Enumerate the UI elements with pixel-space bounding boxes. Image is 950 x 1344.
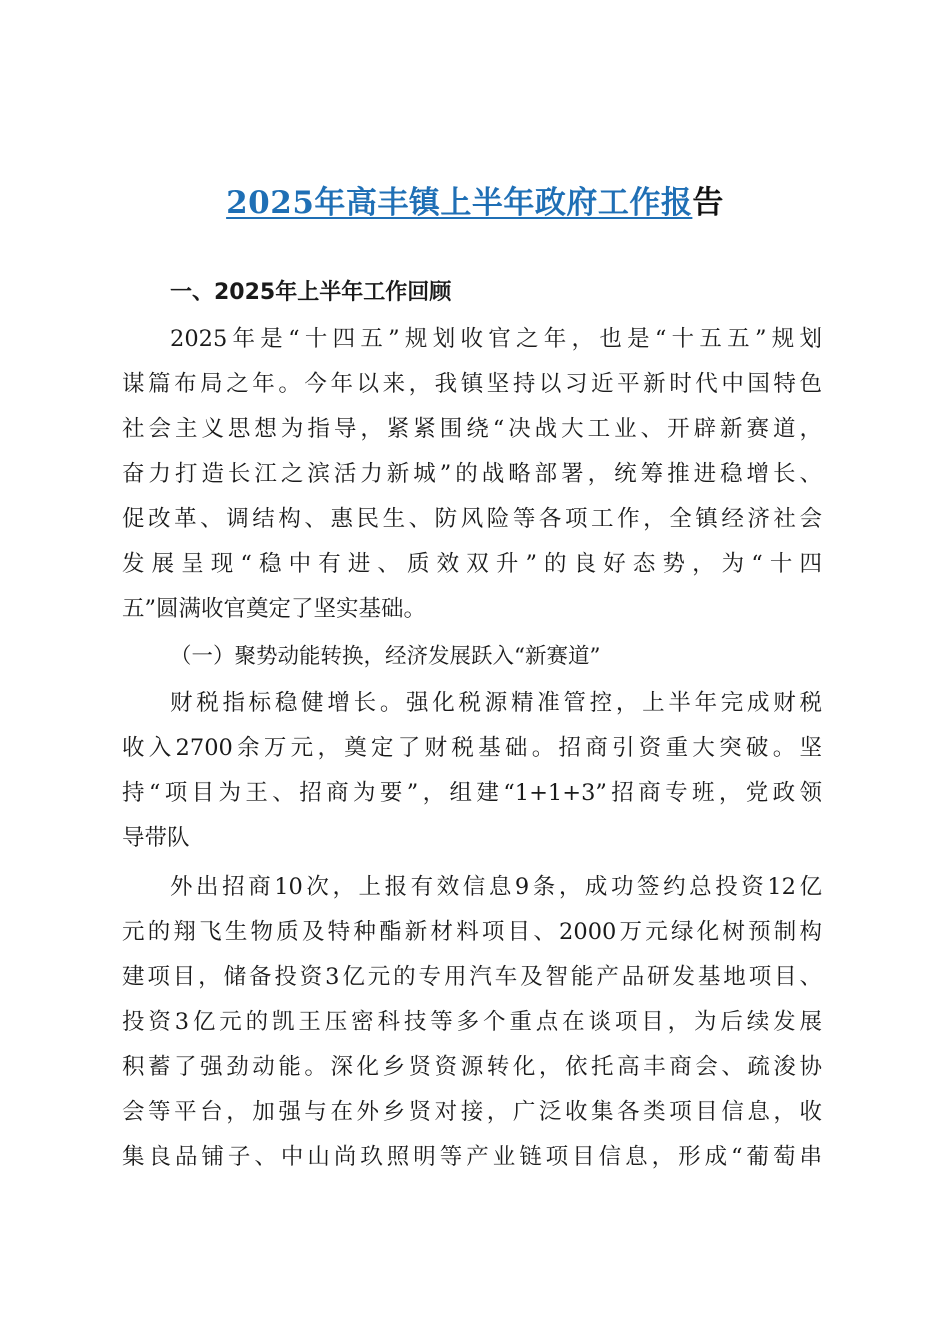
paragraph-3-line: 集良品铺子、中山尚玖照明等产业链项目信息，形成“葡萄串 xyxy=(122,1144,822,1170)
paragraph-3 xyxy=(122,865,822,1180)
paragraph-1-line: 促改革、调结构、惠民生、防风险等各项工作，全镇经济社会 xyxy=(122,506,822,532)
paragraph-2-line: 持“项目为王、招商为要”，组建“1+1+3”招商专班，党政领 xyxy=(122,780,822,806)
paragraph-1-line: 2025年是“十四五”规划收官之年，也是“十五五”规划 xyxy=(170,326,822,352)
paragraph-1-line: 五”圆满收官奠定了坚实基础。 xyxy=(122,596,427,622)
paragraph-1-line: 发展呈现“稳中有进、质效双升”的良好态势，为“十四 xyxy=(122,551,822,577)
paragraph-2-line: 财税指标稳健增长。强化税源精准管控，上半年完成财税 xyxy=(170,690,822,716)
document-body xyxy=(122,270,822,1180)
document-title xyxy=(0,180,950,226)
paragraph-3-line: 积蓄了强劲动能。深化乡贤资源转化，依托高丰商会、疏浚协 xyxy=(122,1054,822,1080)
title-link[interactable]: 2025年高丰镇上半年政府工作报 xyxy=(226,185,693,221)
paragraph-1 xyxy=(122,317,822,632)
paragraph-3-line: 建项目，储备投资3亿元的专用汽车及智能产品研发基地项目、 xyxy=(122,964,822,990)
paragraph-3-line: 外出招商10次，上报有效信息9条，成功签约总投资12亿 xyxy=(170,874,822,900)
paragraph-3-line: 投资3亿元的凯王压密科技等多个重点在谈项目，为后续发展 xyxy=(122,1009,822,1035)
section-heading-2: （一）聚势动能转换，经济发展跃入“新赛道” xyxy=(170,644,601,669)
paragraph-2 xyxy=(122,681,822,861)
section-heading-1: 一、2025年上半年工作回顾 xyxy=(170,280,452,305)
paragraph-2-line: 导带队 xyxy=(122,825,190,851)
paragraph-1-line: 奋力打造长江之滨活力新城”的战略部署，统筹推进稳增长、 xyxy=(122,461,822,487)
paragraph-2-line: 收入2700余万元，奠定了财税基础。招商引资重大突破。坚 xyxy=(122,735,822,761)
paragraph-1-line: 社会主义思想为指导，紧紧围绕“决战大工业、开辟新赛道， xyxy=(122,416,822,442)
title-tail: 告 xyxy=(692,185,724,221)
paragraph-3-line: 元的翔飞生物质及特种酯新材料项目、2000万元绿化树预制构 xyxy=(122,919,822,945)
paragraph-3-line: 会等平台，加强与在外乡贤对接，广泛收集各类项目信息，收 xyxy=(122,1099,822,1125)
paragraph-1-line: 谋篇布局之年。今年以来，我镇坚持以习近平新时代中国特色 xyxy=(122,371,822,397)
